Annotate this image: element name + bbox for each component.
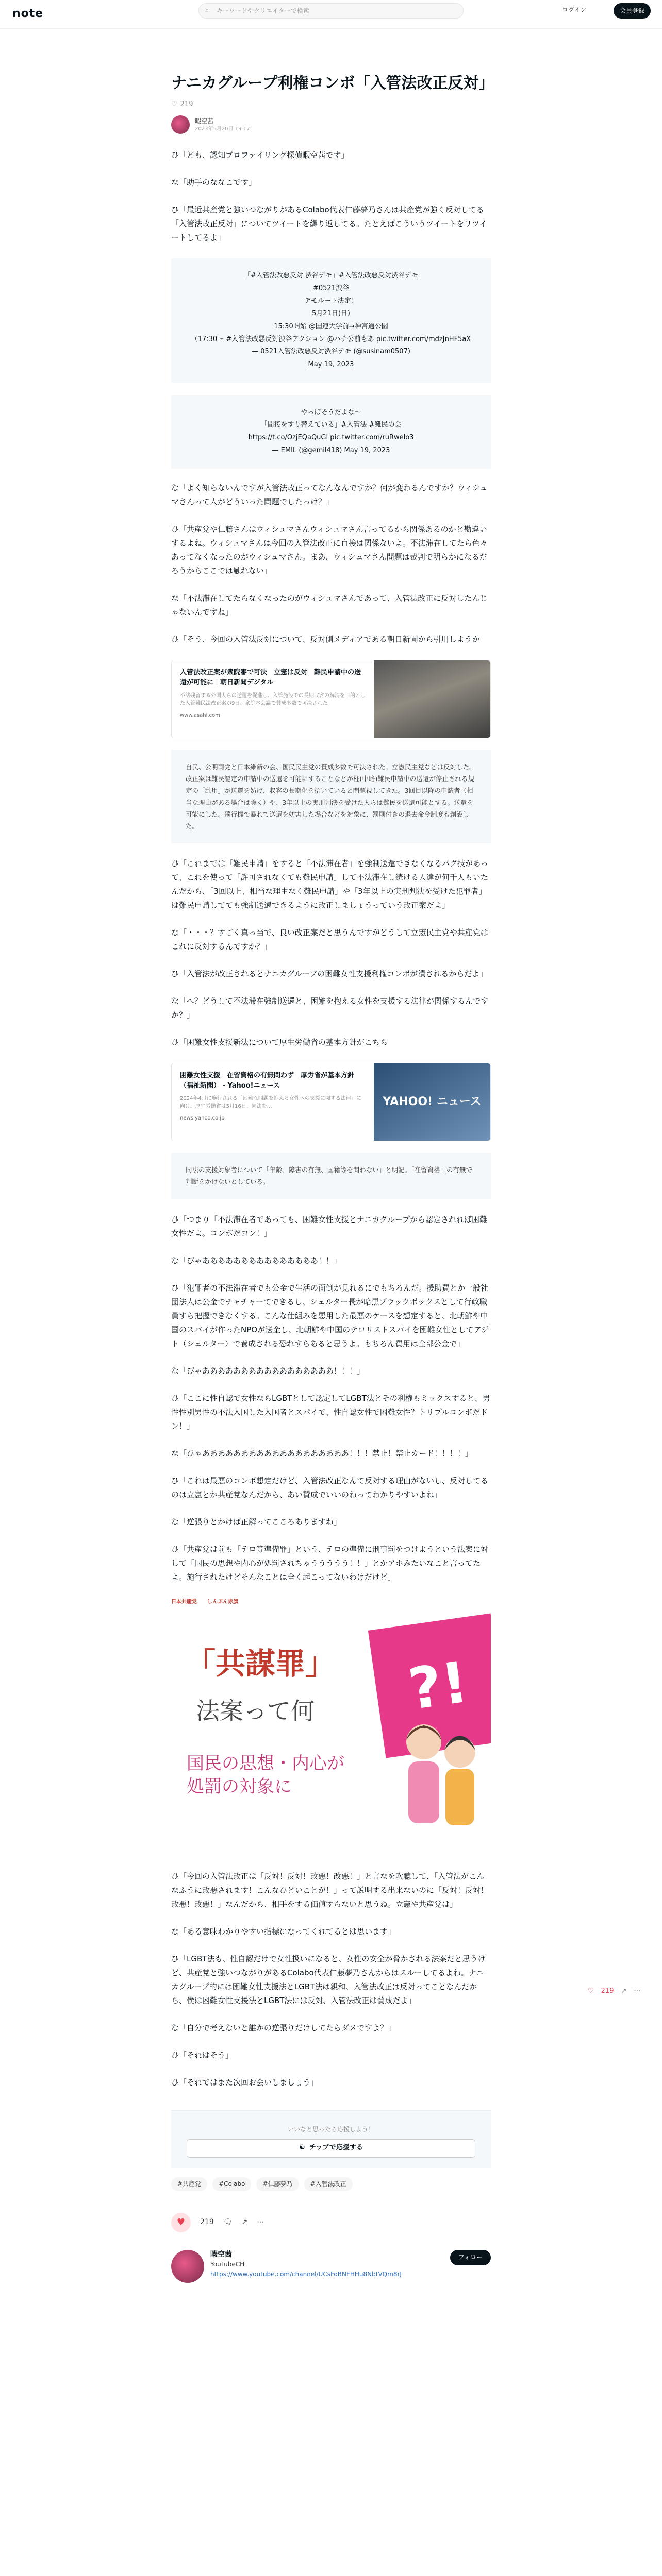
card-title: 入管法改正案が衆院審で可決 立憲は反対 難民申請中の送還が可能に｜朝日新聞デジタル [180, 668, 361, 686]
paragraph: な「逆張りとかけば正解ってこころありますね」 [171, 1517, 342, 1527]
tweet-line: デモルート決定！ [304, 297, 358, 305]
tweet-link[interactable]: https://t.co/OzjEQaQuGl pic.twitter.com/ruRwelo3 [248, 434, 414, 442]
paragraph: ひ「これまでは「難民申請」をすると「不法滞在者」を強制送還できなくなるバグ技があって、これを使って「許可されなくても難民申請」して不法滞在し続ける人達が何千人もいたんだから、「3回以上、相当な理由なく難民申請」や「3年以上の実刑判決を受けた犯罪者」は難民申請してても強制送還できるように改正しましょうっていう改正案だよ」 [171, 859, 488, 910]
paragraph: ひ「最近共産党と強いつながりがあるColabo代表仁藤夢乃さんは共産党が強く反対してる「入管法改正反対」についてツイートを繰り返してる。たとえばこういうツイートをリツイートしてるよ」 [171, 205, 487, 243]
avatar[interactable] [171, 115, 190, 134]
like-summary [171, 99, 491, 111]
embedded-tweet[interactable] [171, 258, 491, 383]
side-more-icon[interactable]: ⋯ [634, 1987, 641, 1995]
action-bar [171, 2213, 491, 2232]
paragraph: な「ぴゃあああああああああああああああああああ！！！禁止！禁止カード！！！！」 [171, 1448, 473, 1458]
post-date: 2023年5月20日 19:17 [195, 126, 250, 132]
paragraph: ひ「今回の入管法改正は「反対！反対！改悪！改悪！」と言なを吹聴して、「入管法がこんなふうに改悪されます！こんなひどいことが！」って説明する出来ないのに「反対！反対！改悪！改悪！」なんだから、相手をする価値すらないと思うね。立憲や共産党は」 [171, 1871, 489, 1909]
image-caption-right: しんぶん赤旗 [207, 1599, 238, 1605]
search-placeholder: キーワードやクリエイターで検索 [217, 7, 309, 14]
tweet-line: 15:30開始 @国連大学前→神宮通公園 [274, 323, 388, 330]
bio-link[interactable]: https://www.youtube.com/channel/UCsFoBNFHHu8NbtVQm8rJ [210, 2270, 402, 2278]
paragraph: ひ「共産党や仁藤さんはウィシュマさんウィシュマさん言ってるから関係あるのかと勘違いするよね。ウィシュマさんは今回の入管法改正に直接は関係ないよ。不法滞在してたら色々あってなくなったのがウィシュマさん。まあ、ウィシュマさん問題は裁判で明らかになるだろうからここでは触れない」 [171, 524, 488, 575]
support-question: いいなと思ったら応援しよう！ [287, 2125, 374, 2133]
paragraph: ひ「共産党は前も「テロ等準備罪」という、テロの準備に刑事罰をつけようという法案に対して「国民の思想や内心が処罰されちゃううううう！！」とかアホみたいなこと言ってたよ。施行されたけどそんなことは全く起こってないわけだけど」 [171, 1544, 489, 1582]
image-slogan-line: 国民の思想・内心が [187, 1753, 344, 1774]
paragraph: ひ「そう、今回の入管法反対について、反対側メディアである朝日新聞から引用しようか [171, 634, 480, 644]
image-caption-left: 日本共産党 [171, 1599, 197, 1605]
floating-actions [588, 1986, 640, 1997]
tip-button-label: チップで応援する [309, 2144, 363, 2152]
blockquote: 同法の支援対象者について「年齢、障害の有無、国籍等を問わない」と明記。「在留資格」の有無で判断をかけないとしている。 [171, 1153, 491, 1199]
tweet-line: — EMIL (@gemil418) May 19, 2023 [272, 446, 390, 454]
heart-icon: ♥ [176, 2216, 186, 2228]
like-count: 219 [180, 100, 193, 108]
paragraph: ひ「困難女性支援新法について厚生労働省の基本方針がこちら [171, 1038, 388, 1047]
tag-list [171, 2177, 491, 2191]
card-description: 不法残留する外国人らの送還を促進し、入管施設での長期収容の解消を目的とした入管難民法改正案が9日、衆院本会議で賛成多数で可決された。 [180, 692, 366, 706]
side-heart-icon[interactable]: ♡ [588, 1987, 594, 1995]
share-icon[interactable]: ↗ [241, 2218, 248, 2227]
paragraph: な「へ？どうして不法滞在強制送還と、困難を抱える女性を支援する法律が関係するんですか？」 [171, 996, 489, 1020]
paragraph: ひ「ども、認知プロファイリング探偵暇空茜です」 [171, 150, 349, 160]
tip-icon: ☯ [299, 2144, 305, 2152]
tag[interactable]: #共産党 [171, 2177, 207, 2191]
paragraph: な「よく知らないんですが入管法改正ってなんなんですか？何が変わるんですか？ウィシュマさんって人がどういった問題でしたっけ？」 [171, 483, 488, 506]
page-title: ナニカグループ利権コンボ「入管法改正反対」 [171, 74, 494, 92]
paragraph: な「ある意味わかりやすい指標になってくれてるとは思います」 [171, 1926, 396, 1936]
footer-author-bio [210, 2260, 437, 2279]
card-thumbnail [374, 660, 490, 738]
like-count: 219 [200, 2218, 214, 2227]
login-link[interactable]: ログイン [562, 6, 587, 13]
paragraph: ひ「LGBT法も、性自認だけで女性扱いになると、女性の安全が脅かされる法案だと思うけど、共産党と強いつながりがあるColabo代表仁藤夢乃さんからはスルーしてるよね。ナニカグループ的には困難女性支援法とLGBT法は親和、入管法改正は反対ってことなんだから、僕は困難女性支援法とLGBT法には反対、入管法改正は賛成だよ」 [171, 1954, 486, 2005]
paragraph: ひ「ここに性自認で女性ならLGBTとして認定してLGBT法とその利権もミックスすると、男性性別男性の不法入国した入国者とスパイで、性自認女性で困難女性？トリプルコンボだドン！」 [171, 1393, 490, 1431]
card-site: news.yahoo.co.jp [180, 1115, 225, 1122]
exclamation-question-graphic: ?! [368, 1613, 491, 1758]
paragraph: ひ「つまり「不法滞在者であっても、困難女性支援とナニカグループから認定されれば困難女性だよ。コンボだヨン！」 [171, 1214, 488, 1238]
article [171, 72, 494, 2283]
tag[interactable]: #仁藤夢乃 [256, 2177, 299, 2191]
heart-icon: ♡ [171, 100, 177, 108]
tweet-line: 「#入管法改悪反対 渋谷デモ」#入管法改悪反対渋谷デモ [244, 272, 418, 280]
top-bar [0, 0, 662, 29]
embedded-tweet[interactable] [171, 395, 491, 469]
yahoo-news-logo: YAHOO! ニュース [374, 1063, 490, 1141]
footer-author-name[interactable]: 暇空茜 [210, 2250, 232, 2259]
tweet-line: #0521渋谷 [313, 284, 349, 292]
link-card-asahi[interactable] [171, 660, 491, 738]
like-button[interactable] [171, 2213, 191, 2232]
link-card-yahoo[interactable] [171, 1063, 491, 1141]
support-box [171, 2110, 491, 2168]
note-logo[interactable]: note [12, 7, 44, 21]
comment-icon[interactable]: 🗨 [223, 2218, 233, 2227]
side-like-count: 219 [601, 1987, 614, 1995]
tag[interactable]: #入管法改正 [304, 2177, 353, 2191]
paragraph: な「自分で考えないと誰かの逆張りだけしてたらダメですよ？」 [171, 2023, 396, 2032]
search-icon: ⌕ [205, 7, 209, 14]
more-icon[interactable]: ⋯ [257, 2218, 264, 2227]
search-input[interactable] [198, 3, 464, 19]
tip-button[interactable] [187, 2139, 475, 2158]
paragraph: な「ぴゃあああああああああああああああ！！」 [171, 1256, 342, 1265]
paragraph: ひ「入管法が改正されるとナニカグループの困難女性支援利権コンボが潰されるからだよ」 [171, 969, 488, 979]
paragraph: な「ぴゃあああああああああああああああああ！！！」 [171, 1366, 365, 1376]
register-button[interactable]: 会員登録 [614, 3, 651, 19]
follow-button[interactable]: フォロー [450, 2250, 491, 2265]
image-headline: 「共謀罪」 [186, 1646, 336, 1681]
paragraph: な「助手のななこです」 [171, 178, 257, 188]
image-subhead: 法案って何 [196, 1697, 315, 1725]
card-description: 2024年4月に施行される「困難な問題を抱える女性への支援に関する法律」に向け、厚生労働省は5月16日、同法を… [180, 1096, 361, 1110]
paragraph: な「・・・？すごく真っ当で、良い改正案だと思うんですがどうして立憲民主党や共産党はこれに反対するんですか？」 [171, 928, 488, 952]
side-share-icon[interactable]: ↗ [621, 1987, 627, 1995]
image-slogan-line: 処罰の対象に [187, 1776, 292, 1798]
article-body [171, 148, 491, 2089]
bio-prefix: YouTubeCH [210, 2261, 245, 2268]
tweet-line: やっぱそうだよな〜 [301, 408, 361, 416]
paragraph: な「不法滞在してたらなくなったのがウィシュマさんであって、入管法改正に反対したんじゃないんですね」 [171, 593, 488, 617]
blockquote: 自民、公明両党と日本維新の会、国民民主党の賛成多数で可決された。立憲民主党などは反対した。改正案は難民認定の申請中の送還を可能にすることなどが柱(中略)難民申請中の送還が停止される規定の「乱用」が送還を妨げ、収容の長期化を招いていると問題視してきた。3回目以降の申請者（相当な理由がある場合は除く）や、3年以上の実刑判決を受けた人らは難民を送還可能とする。送還を可能にした。飛行機で暴れて送還を妨害した場合などを対象に、罰則付きの退去命令制度も創設した。 [171, 750, 491, 844]
tweet-line: 「間接をすり替えている」#入管法 #難民の会 [260, 421, 402, 429]
image-slogan [187, 1752, 344, 1800]
paragraph: ひ「それはそう」 [171, 2050, 234, 2060]
tweet-line: （17:30〜 #入管法改悪反対渋谷アクション @ハチ公前もあ pic.twitter.com/mdzJnHF5aX [191, 335, 471, 343]
footer-author [171, 2250, 491, 2283]
paragraph: ひ「これは最悪のコンボ想定だけど、入管法改正なんて反対する理由がないし、反対してるのは立憲とか共産党なんだから、あい賛成でいいのねってわかりやすいよね」 [171, 1476, 489, 1499]
tweet-line: 5月21日(日) [312, 310, 350, 318]
tweet-date-link[interactable]: May 19, 2023 [308, 361, 354, 369]
paragraph: ひ「犯罪者の不法滞在者でも公金で生活の面倒が見れるにでもちろんだ。援助費とか一般社団法人は公金でチャチャーてできるし、シェルター長が暗黒ブラックボックスとして行政職員すら把握できなくする。こんな仕組みを悪用した最悪のケースを想定すると、北朝鮮や中国のスパイが作ったNPOが送金し、北朝鮮や中国のテロリストスパイを困難女性としてアジト（シェルター）で養成される恐れすらあると思うよ。もちろん費用は全部公金で」 [171, 1283, 489, 1348]
author-name[interactable]: 暇空茜 [195, 117, 214, 125]
tweet-line: — 0521入管法改悪反対渋谷デモ (@susinam0507) [252, 348, 410, 356]
paragraph: ひ「それではまた次回お会いしましょう」 [171, 2077, 319, 2087]
tag[interactable]: #Colabo [212, 2177, 251, 2191]
card-site: www.asahi.com [180, 712, 220, 718]
card-title: 困難女性支援 在留資格の有無問わず 厚労省が基本方針（福祉新聞） - Yahoo!ニュース [180, 1072, 355, 1090]
image-caption [171, 1598, 491, 1607]
article-image[interactable] [171, 1598, 491, 1854]
author-row [171, 115, 491, 134]
illustrated-people [388, 1711, 491, 1845]
avatar[interactable] [171, 2250, 204, 2283]
